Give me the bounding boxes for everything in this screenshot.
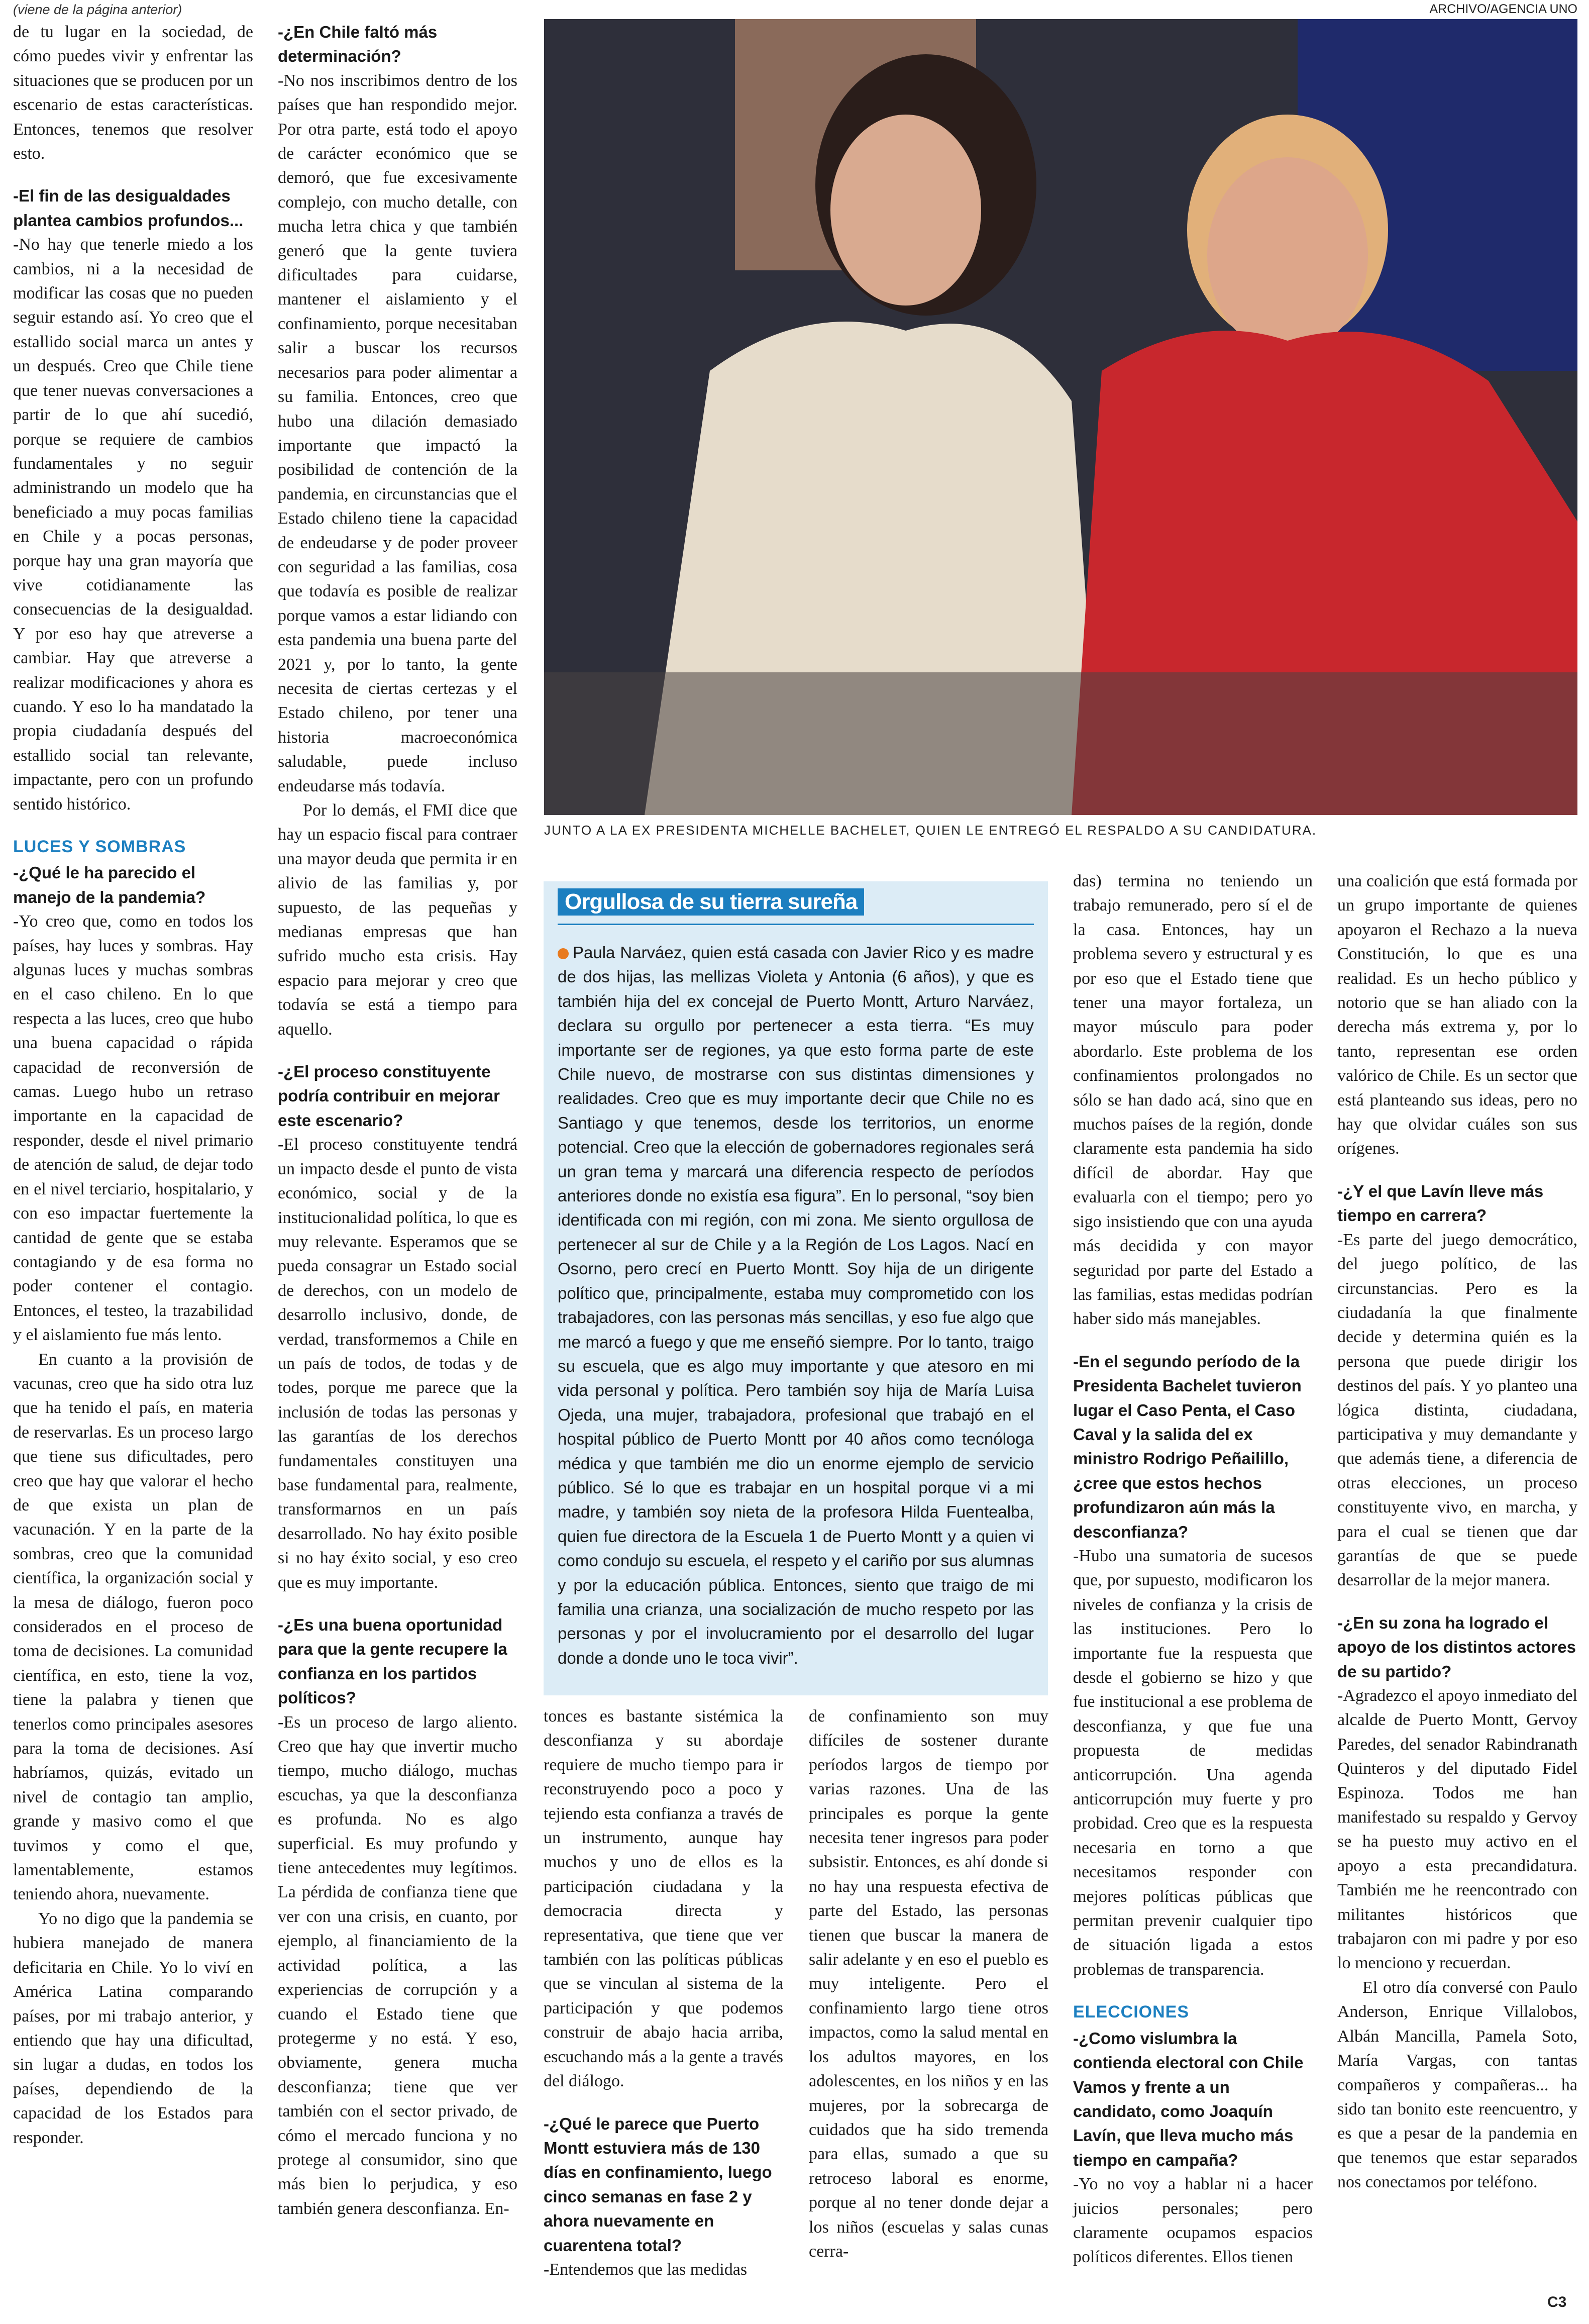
col1-paragraph-3: -Yo creo que, como en todos los países, hay luces y sombras. Hay algunas luces y muchas sombras en el caso chileno. En lo que respecta a las luces, creo que hubo una buena capacidad o rápida capacidad de reconversión de camas. Luego hubo un retraso importante en la capacidad de responder, desde el nivel primario de atención de salud, de dejar todo en el nivel terciario, hospitalario, y con eso impactar fuertemente la cantidad de gente que se estaba contagiando y de esa forma no poder contener el contagio. Entonces, el testeo, la trazabilidad y el aislamiento fue más lento. (13, 912, 253, 1345)
col2-paragraph-1: -No nos inscribimos dentro de los países que han respondido mejor. Por otra parte, está todo el apoyo de carácter económico que se demoró, que fue excesivamente complejo, con mucho detalle, con mucha letra chica y que también generó que la gente tuviera dificultades para cuidarse, mantener el aislamiento y el confinamiento, porque necesitaban salir a buscar los recursos necesarios para poder alimentar a su familia. Entonces, creo que hubo una dilación demasiado importante que impactó la posibilidad de contención de la pandemia, en circunstancias que el Estado chileno tiene la capacidad de endeudarse y de poder proveer con seguridad a las familias, cosa que todavía es posible de realizar porque vamos a estar lidiando con esta pandemia una buena parte del 2021 y, por lo tanto, la gente necesita de ciertas certezas y el Estado chileno, por tener una historia macroeconómica saludable, puede incluso endeudarse más todavía. (278, 71, 517, 795)
col2-question-1: -¿En Chile faltó más determinación? (278, 23, 438, 66)
col1-paragraph-2: -No hay que tenerle miedo a los cambios, ni a la necesidad de modificar las cosas que no pueden seguir estando así. Yo creo que el estallido social marca un antes y un después. Creo que Chile tiene que tener nuevas conversaciones a partir de lo que ahí sucedió, porque se requiere de cambios fundamentales y no seguir administrando un modelo que ha beneficiado a muy pocas familias en Chile y a pocas personas, porque hay una gran mayoría que vive cotidianamente las consecuencias de la desigualdad. Y por eso hay que atreverse a cambiar. Hay que atreverse a realizar modificaciones y ahora es cuando. Y eso lo ha mandatado la propia ciudadanía después del estallido social tan relevante, impactante, pero con un profundo sentido histórico. (13, 235, 253, 814)
col2-question-2: -¿El proceso constituyente podría contribuir en mejorar este escenario? (278, 1062, 500, 1130)
col2-paragraph-4: -Es un proceso de largo aliento. Creo que hay que invertir mucho tiempo, mucho diálogo, muchas escuchas, ya que la desconfianza es profunda. No es algo superficial. Es muy profundo y tiene antecedentes muy legítimos. La pérdida de confianza tiene que ver con una crisis, en cuanto, por ejemplo, al financiamiento de la actividad política, a las experiencias de corrupción y a cuando el Estado tiene que protegerme y no está. Y eso, obviamente, genera mucha desconfianza; tiene que ver también con el sector privado, de cómo el mercado funciona y no protege al consumidor, sino que más bien lo perjudica, y eso también genera desconfianza. En- (278, 1712, 517, 2218)
column-6 (1337, 869, 1577, 2195)
col5-question-1: -En el segundo período de la Presidenta Bachelet tuvieron lugar el Caso Penta, el Caso Caval y la salida del ex ministro Rodrigo Peñailillo, ¿cree que estos hechos profundizaron aún más la desconfianza? (1073, 1352, 1302, 1541)
col1-paragraph-4: En cuanto a la provisión de vacunas, creo que ha sido otra luz que ha tenido el país, en materia de reservarlas. Es un proceso largo que tiene sus dificultades, pero creo que hay que valorar el hecho de que exista un plan de vacunación. Y en la parte de la sombras, creo que la comunidad científica, la organización social y la mesa de diálogo, fueron poco considerados en el proceso de toma de decisiones. La comunidad científica, en esto, tiene la voz, tiene la palabra y tienen que tenerlos como principales asesores para la toma de decisiones. Así habríamos, quizás, evitado un nivel de contagio tan amplio, grande y masivo como el que tuvimos y como el que, lamentablemente, estamos teniendo ahora, nuevamente. (13, 1350, 253, 1904)
col6-paragraph-2: -Es parte del juego democrático, del juego político, de las circunstancias. Pero es la ciudadanía la que finalmente decide y determina quién es la persona que puede dirigir los destinos del país. Y yo planteo una lógica distinta, ciudadana, participativa y muy demandante y que además tiene, a diferencia de otras elecciones, un proceso constituyente vivo, en marcha, y para el cual se tienen que dar garantías de que se puede desarrollar de la mejor manera. (1337, 1230, 1577, 1590)
sidebar-box (544, 881, 1048, 1695)
photo-caption: JUNTO A LA EX PRESIDENTA MICHELLE BACHELET, QUIEN LE ENTREGÓ EL RESPALDO A SU CANDIDATURA. (544, 823, 1317, 838)
column-5 (1073, 869, 1313, 2270)
col5-paragraph-1: das) termina no teniendo un trabajo remunerado, pero sí el de la casa. Entonces, hay un problema severo y estructural y es por eso que el Estado tiene que tener una mayor fortaleza, un mayor músculo para poder abordarlo. Este problema de los confinamientos prolongados no sólo se han dado acá, sino que en muchos países de la región, donde claramente esta pandemia ha sido difícil de abordar. Hay que evaluarla con el tiempo; pero yo sigo insistiendo que con una ayuda más decidida y con mayor seguridad por parte del Estado a las familias, estas medidas podrían haber sido más manejables. (1073, 872, 1313, 1329)
continued-note: (viene de la página anterior) (13, 2, 182, 17)
col2-question-3: -¿Es una buena oportunidad para que la gente recupere la confianza en los partidos políticos? (278, 1615, 507, 1707)
col6-paragraph-3: -Agradezco el apoyo inmediato del alcalde de Puerto Montt, Gervoy Paredes, del senador Rabindranath Quinteros y del diputado Fidel Espinoza. Todos me han manifestado su respaldo y Gervoy se ha puesto muy activo en el apoyo a esta precandidatura. También me he reencontrado con militantes históricos que trabajaron con mi padre y por eso lo menciono y recuerdan. (1337, 1686, 1577, 1973)
col5-paragraph-2: -Hubo una sumatoria de sucesos que, por supuesto, modificaron los niveles de confianza y la crisis de las instituciones. Pero lo importante fue la respuesta que desde el gobierno se hizo y que fue institucional a ese problema de desconfianza, y que fue una propuesta de medidas anticorrupción. Una agenda anticorrupción muy fuerte y pro probidad. Creo que es la respuesta necesaria en torno a que necesitamos responder con mejores políticas públicas que permitan prevenir cualquier tipo de situación ligada a estos problemas de transparencia. (1073, 1546, 1313, 1979)
column-2 (278, 20, 517, 2221)
col1-paragraph-5: Yo no digo que la pandemia se hubiera manejado de manera deficitaria en Chile. Yo lo viví en América Latina comparando países, por mi trabajo anterior, y entiendo que hay una dificultad, sin lugar a dudas, en todos los países, dependiendo de la capacidad de los Estados para responder. (13, 1909, 253, 2147)
col1-question-2: -¿Qué le ha parecido el manejo de la pandemia? (13, 863, 206, 906)
box-rule (558, 924, 1034, 925)
col6-question-1: -¿Y el que Lavín lleve más tiempo en carrera? (1337, 1181, 1544, 1225)
col3-paragraph-2: -Entendemos que las medidas (544, 2260, 748, 2279)
col3-paragraph-1: tonces es bastante sistémica la desconfianza y su abordaje requiere de mucho tiempo para ir reconstruyendo poco a poco y tejiendo esta confianza a través de un instrumento, aunque hay muchos y uno de ellos es la participación ciudadana y la democracia directa y representativa, que tiene que ver también con las políticas públicas que se vinculan al sistema de la participación y que podemos construir de abajo hacia arriba, escuchando más a la gente a través del diálogo. (544, 1707, 783, 2091)
col2-paragraph-3: -El proceso constituyente tendrá un impacto desde el punto de vista económico, social y de la institucionalidad política, lo que es muy relevante. Esperamos que se pueda consagrar un Estado social de derechos, con un modelo de desarrollo inclusivo, donde, de verdad, transformemos a Chile en un país de todos, de todas y de todes, porque me parece que la inclusión de todas las personas y las garantías de los derechos fundamentales constituyen una base fundamental para, realmente, transformarnos en un país desarrollado. No hay éxito posible si no hay éxito social, y eso creo que es muy importante. (278, 1135, 517, 1592)
col2-paragraph-2: Por lo demás, el FMI dice que hay un espacio fiscal para contraer una mayor deuda que permita ir en alivio de las familias y, por supuesto, de las pequeñas y medianas empresas que han sufrido mucho esta crisis. Hay espacio para mejorar y creo que todavía se está a tiempo para aquello. (278, 801, 517, 1039)
col6-paragraph-4: El otro día conversé con Paulo Anderson, Enrique Villalobos, Albán Mancilla, Pamela Soto, María Vargas, con tantas compañeros y compañeras... ha sido tan bonito este reencuentro, y es que a pesar de la pandemia en que tenemos que estar separados nos conectamos por teléfono. (1337, 1978, 1577, 2192)
candidate-photo (544, 19, 1577, 815)
section-heading-elecciones: ELECCIONES (1073, 2002, 1190, 2022)
col1-paragraph-1: de tu lugar en la sociedad, de cómo puedes vivir y enfrentar las situaciones que se producen por un escenario de estas características. Entonces, tenemos que resolver esto. (13, 23, 253, 163)
box-body (558, 941, 1034, 1670)
col5-question-2: -¿Como vislumbra la contienda electoral con Chile Vamos y frente a un candidato, como Joaquín Lavín, que lleva mucho más tiempo en campaña? (1073, 2029, 1304, 2169)
column-4 (809, 1704, 1048, 2264)
section-heading-luces-y-sombras: LUCES Y SOMBRAS (13, 837, 186, 856)
bullet-icon (558, 948, 569, 959)
col3-question-1: -¿Qué le parece que Puerto Montt estuviera más de 130 días en confinamiento, luego cinco semanas en fase 2 y ahora nuevamente en cuarentena total? (544, 2114, 772, 2255)
col1-question-1: -El fin de las desigualdades plantea cambios profundos... (13, 186, 244, 230)
end-mark: C3 (1547, 2294, 1567, 2310)
photo-credit: ARCHIVO/AGENCIA UNO (1429, 2, 1577, 16)
box-title: Orgullosa de su tierra sureña (558, 888, 864, 916)
column-1 (13, 20, 253, 2150)
col6-paragraph-1: una coalición que está formada por un grupo importante de quienes apoyaron el Rechazo a la nueva Constitución, lo que es una realidad. Es un hecho público y notorio que se han aliado con la derecha más extrema y, por lo tanto, representan ese orden valórico de Chile. Es un sector que está planteando sus ideas, pero no hay que olvidar cuáles son sus orígenes. (1337, 872, 1577, 1158)
col4-paragraph-1: de confinamiento son muy difíciles de sostener durante períodos largos de tiempo por varias razones. Una de las principales es porque la gente necesita tener ingresos para poder subsistir. Entonces, es ahí donde si no hay una respuesta efectiva de parte del Estado, las personas tienen que buscar la manera de salir adelante y en eso el pueblo es muy inteligente. Pero el confinamiento largo tiene otros impactos, como la salud mental en los adultos mayores, en los adolescentes, en los niños y en las mujeres, por la sobrecarga de cuidados que ha sido tremenda para ellas, sumado a que su retroceso laboral es enorme, porque al no tener donde dejar a los niños (escuelas y salas cunas cerra- (809, 1707, 1048, 2261)
box-text-body: Paula Narváez, quien está casada con Javier Rico y es madre de dos hijas, las mellizas Violeta y Antonia (6 años), y que es también hija del ex concejal de Puerto Montt, Arturo Narváez, declara su orgullo por pertenecer a esta tierra. “Es muy importante ser de regiones, ya que esto forma parte de este Chile nuevo, de mostrarse con sus distintas dimensiones y realidades. Creo que es muy importante decir que Chile no es Santiago y que tenemos, desde los territorios, un enorme potencial. Creo que la elección de gobernadores regionales será un gran tema y marcará una diferencia respecto de períodos anteriores donde no existía esa figura”. En lo personal, “soy bien identificada con mi región, con mi zona. Me siento orgullosa de pertenecer al sur de Chile y a la Región de Los Lagos. Nací en Osorno, pero crecí en Puerto Montt. Soy hija de un dirigente político que, principalmente, estaba muy comprometido con los trabajadores, con las personas más sencillas, y eso fue algo que me marcó a fuego y que me enseñó siempre. Por lo tanto, traigo su escuela, que es algo muy importante y que atesoro en mi vida personal y política. Pero también soy hija de María Luisa Ojeda, una mujer, trabajadora, profesional que trabajó en el hospital público de Puerto Montt por 40 años como tecnóloga médica y que también me dio un enorme ejemplo de servicio público. Sé lo que es trabajar en un hospital porque vi a mi madre, y también soy nieta de la profesora Hilda Fuentealba, quien fue directora de la Escuela 1 de Puerto Montt y a quien vi como condujo su escuela, el respeto y el cariño por sus alumnas y por la educación pública. Entonces, siento que traigo de mi familia una crianza, una socialización de mucho respeto por las personas y por el involucramiento por el desarrollo del lugar donde a donde uno le toca vivir”. (558, 943, 1034, 1667)
col5-paragraph-3: -Yo no voy a hablar ni a hacer juicios personales; pero claramente ocupamos espacios políticos diferentes. Ellos tienen (1073, 2175, 1313, 2267)
column-3 (544, 1704, 783, 2282)
col6-question-2: -¿En su zona ha logrado el apoyo de los distintos actores de su partido? (1337, 1613, 1576, 1681)
photo-illustration (544, 19, 1577, 815)
